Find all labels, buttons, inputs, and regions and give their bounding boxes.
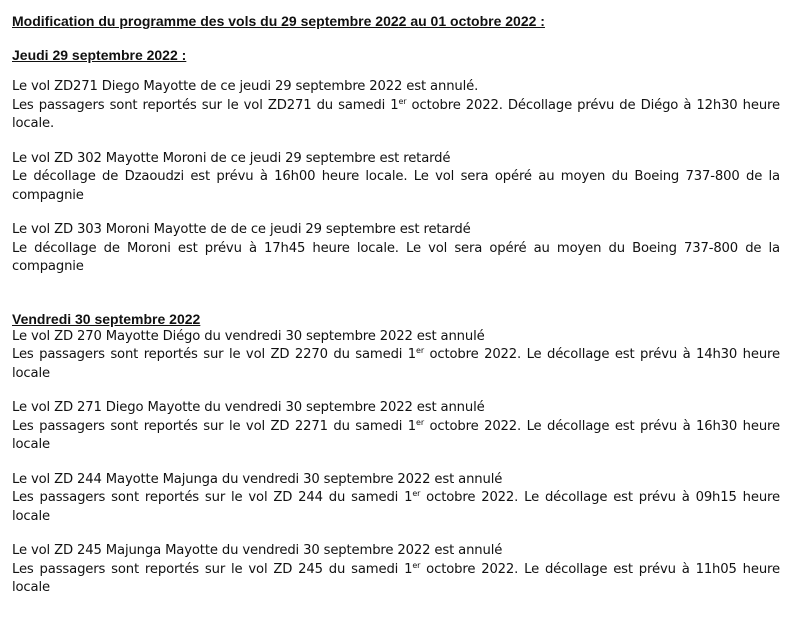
flight-detail-line: Les passagers sont reportés sur le vol ZD 244 du samedi 1er octobre 2022. Le décollage est prévu à 09h15 heure locale: [12, 489, 780, 524]
ordinal-suffix: er: [416, 417, 424, 427]
flight-detail-line: Les passagers sont reportés sur le vol ZD 245 du samedi 1er octobre 2022. Le décollage est prévu à 11h05 heure locale: [12, 560, 780, 595]
flight-detail-line: Les passagers sont reportés sur le vol ZD 2271 du samedi 1er octobre 2022. Le décollage est prévu à 16h30 heure locale: [12, 417, 780, 452]
flight-entry-zd271-fri: [12, 399, 780, 455]
ordinal-suffix: er: [398, 96, 407, 106]
ordinal-suffix: er: [412, 489, 421, 498]
flight-status-line: Le vol ZD271 Diego Mayotte de ce jeudi 29 septembre 2022 est annulé.: [12, 79, 479, 94]
ordinal-suffix: er: [412, 560, 421, 570]
flight-status-line: Le vol ZD 271 Diego Mayotte du vendredi 30 septembre 2022 est annulé: [12, 400, 485, 415]
section-spacer: [12, 293, 780, 310]
day-heading-friday: Vendredi 30 septembre 2022: [12, 310, 201, 327]
flight-detail-line: Les passagers sont reportés sur le vol ZD 2270 du samedi 1er octobre 2022. Le décollage est prévu à 14h30 heure locale: [12, 346, 780, 381]
flight-entry-zd244: [12, 471, 780, 527]
flight-entry-zd303: [12, 221, 780, 277]
document-page: [12, 12, 780, 614]
flight-entry-zd245: [12, 542, 780, 598]
flight-status-line: Le vol ZD 245 Majunga Mayotte du vendredi 30 septembre 2022 est annulé: [12, 543, 503, 558]
flight-status-line: Le vol ZD 270 Mayotte Diégo du vendredi 30 septembre 2022 est annulé: [12, 328, 485, 344]
flight-status-line: Le vol ZD 303 Moroni Mayotte de de ce jeudi 29 septembre est retardé: [12, 222, 471, 237]
flight-entry-zd270: [12, 328, 780, 384]
flight-detail-line: Le décollage de Dzaoudzi est prévu à 16h00 heure locale. Le vol sera opéré au moyen du Boeing 737-800 de la compagnie: [12, 169, 780, 203]
day-heading-thursday: Jeudi 29 septembre 2022 :: [12, 47, 187, 63]
flight-entry-zd302: [12, 150, 780, 206]
flight-status-line: Le vol ZD 302 Mayotte Moroni de ce jeudi 29 septembre est retardé: [12, 150, 451, 166]
flight-entry-zd271-thu: [12, 78, 780, 134]
document-title: Modification du programme des vols du 29 septembre 2022 au 01 octobre 2022 :: [12, 13, 545, 29]
flight-status-line: Le vol ZD 244 Mayotte Majunga du vendredi 30 septembre 2022 est annulé: [12, 471, 503, 487]
ordinal-suffix: er: [416, 346, 424, 355]
flight-detail-line: Les passagers sont reportés sur le vol ZD271 du samedi 1er octobre 2022. Décollage prévu de Diégo à 12h30 heure locale.: [12, 96, 780, 131]
flight-detail-line: Le décollage de Moroni est prévu à 17h45 heure locale. Le vol sera opéré au moyen du Boeing 737-800 de la compagnie: [12, 240, 780, 274]
